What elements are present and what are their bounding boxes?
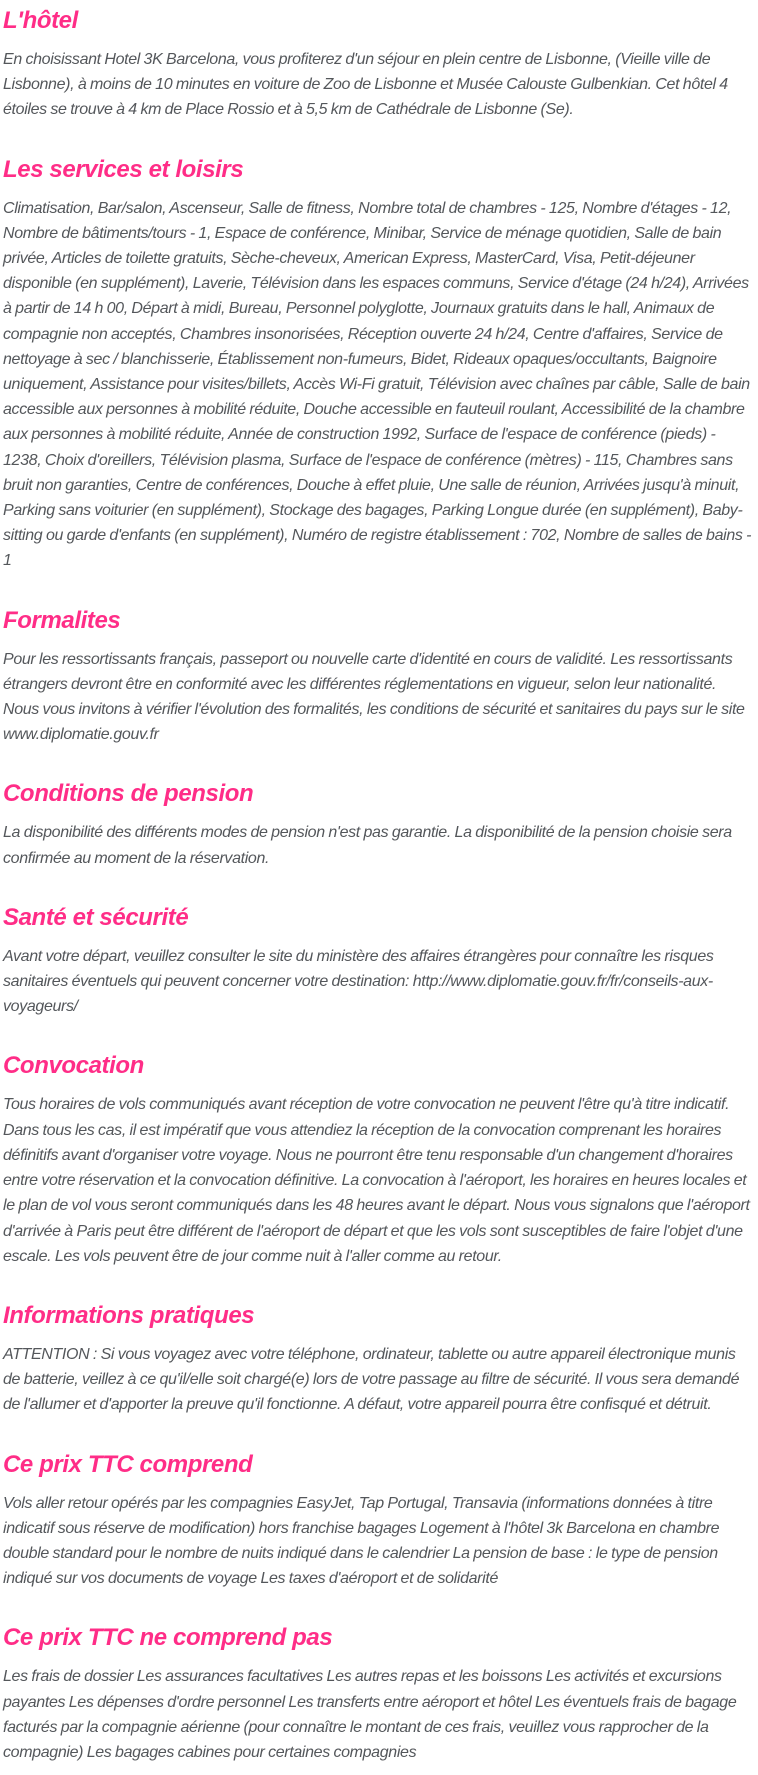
- section-body-text: Les frais de dossier Les assurances facultatives Les autres repas et les boissons Les activités et excursions payantes Les dépenses d'ordre personnel Les transferts entre aéroport et hôtel Les éventuels frais de bagage facturés par la compagnie aérienne (pour connaître le montant de ces frais, veuillez vous rapprocher de la compagnie) Les bagages cabines pour certaines compagnies: [3, 1668, 737, 1761]
- doc-section-5: [3, 903, 752, 1020]
- doc-section-8: [3, 1450, 752, 1592]
- section-title: Formalites: [3, 606, 121, 634]
- doc-section-7: [3, 1301, 752, 1418]
- section-body-text: ATTENTION : Si vous voyagez avec votre téléphone, ordinateur, tablette ou autre appareil électronique munis de batterie, veillez à ce qu'il/elle soit chargé(e) lors de votre passage au filtre de sécurité. Il vous sera demandé de l'allumer et d'apporter la preuve qu'il fonctionne. A défaut, votre appareil pourra être confisqué et détruit.: [3, 1345, 740, 1414]
- section-body-text: Tous horaires de vols communiqués avant réception de votre convocation ne peuvent l'être qu'à titre indicatif. Dans tous les cas, il est impératif que vous attendiez la réception de la convocation comprenant les horaires définitifs avant d'organiser votre voyage. Nous ne pourront être tenu responsable d'un changement d'horaires entre votre réservation et la convocation définitive. La convocation à l'aéroport, les horaires en heures locales et le plan de vol vous seront communiqués dans les 48 heures avant le départ. Nous vous signalons que l'aéroport d'arrivée à Paris peut être différent de l'aéroport de départ et que les vols sont susceptibles de faire l'objet d'une escale. Les vols peuvent être de jour comme nuit à l'aller comme au retour.: [3, 1096, 750, 1265]
- section-body-text: Vols aller retour opérés par les compagnies EasyJet, Tap Portugal, Transavia (informations données à titre indicatif sous réserve de modification) hors franchise bagages Logement à l'hôtel 3k Barcelona en chambre double standard pour le nombre de nuits indiqué dans le calendrier La pension de base : le type de pension indiqué sur vos documents de voyage Les taxes d'aéroport et de solidarité: [3, 1494, 720, 1588]
- doc-section-4: [3, 779, 752, 870]
- doc-section-3: [3, 606, 752, 748]
- section-body-text: En choisissant Hotel 3K Barcelona, vous profiterez d'un séjour en plein centre de Lisbonne, (Vieille ville de Lisbonne), à moins de 10 minutes en voiture de Zoo de Lisbonne et Musée Calouste Gulbenkian. Cet hôtel 4 étoiles se trouve à 4 km de Place Rossio et à 5,5 km de Cathédrale de Lisbonne (Se).: [3, 51, 728, 119]
- section-title: Convocation: [3, 1052, 144, 1080]
- section-title: Informations pratiques: [3, 1301, 255, 1329]
- doc-section-9: [3, 1623, 752, 1765]
- section-title: Ce prix TTC ne comprend pas: [3, 1624, 333, 1652]
- doc-section-2: [3, 155, 752, 574]
- section-title: Les services et loisirs: [3, 155, 244, 183]
- section-body-text: Pour les ressortissants français, passeport ou nouvelle carte d'identité en cours de validité. Les ressortissants étrangers devront être en conformité avec les différentes réglementations en vigueur, selon leur nationalité. Nous vous invitons à vérifier l'évolution des formalités, les conditions de sécurité et sanitaires du pays sur le site www.diplomatie.gouv.fr: [3, 650, 745, 744]
- section-title: Conditions de pension: [3, 780, 254, 808]
- section-body-text: Avant votre départ, veuillez consulter le site du ministère des affaires étrangères pour connaître les risques sanitaires éventuels qui peuvent concerner votre destination: http://www.diplomatie.gouv.fr/fr/conseils-aux-voyageurs/: [3, 947, 714, 1016]
- section-body-text: La disponibilité des différents modes de pension n'est pas garantie. La disponibilité de la pension choisie sera confirmée au moment de la réservation.: [3, 824, 732, 867]
- section-title: Santé et sécurité: [3, 903, 189, 931]
- doc-section-1: [3, 6, 752, 123]
- section-title: Ce prix TTC comprend: [3, 1450, 253, 1478]
- section-title: L'hôtel: [3, 7, 78, 34]
- section-body-text: Climatisation, Bar/salon, Ascenseur, Salle de fitness, Nombre total de chambres - 125, Nombre d'étages - 12, Nombre de bâtiments/tours - 1, Espace de conférence, Minibar, Service de ménage quotidien, Salle de bain privée, Articles de toilette gratuits, Sèche-cheveux, American Express, MasterCard, Visa, Petit-déjeuner disponible (en supplément), Laverie, Télévision dans les espaces communs, Service d'étage (24 h/24), Arrivées à partir de 14 h 00, Départ à midi, Bureau, Personnel polyglotte, Journaux gratuits dans le hall, Animaux de compagnie non acceptés, Chambres insonorisées, Réception ouverte 24 h/24, Centre d'affaires, Service de nettoyage à sec / blanchisserie, Établissement non-fumeurs, Bidet, Rideaux opaques/occultants, Baignoire uniquement, Assistance pour visites/billets, Accès Wi-Fi gratuit, Télévision avec chaînes par câble, Salle de bain accessible aux personnes à mobilité réduite, Douche accessible en fauteuil roulant, Accessibilité de la chambre aux personnes à mobilité réduite, Année de construction 1992, Surface de l'espace de conférence (pieds) - 1238, Choix d'oreillers, Télévision plasma, Surface de l'espace de conférence (mètres) - 115, Chambres sans bruit non garanties, Centre de conférences, Douche à effet pluie, Une salle de réunion, Arrivées jusqu'à minuit, Parking sans voiturier (en supplément), Stockage des bagages, Parking Longue durée (en supplément), Baby-sitting ou garde d'enfants (en supplément), Numéro de registre établissement : 702, Nombre de salles de bains - 1: [3, 199, 752, 570]
- sections-container: [3, 6, 752, 1765]
- doc-section-6: [3, 1051, 752, 1268]
